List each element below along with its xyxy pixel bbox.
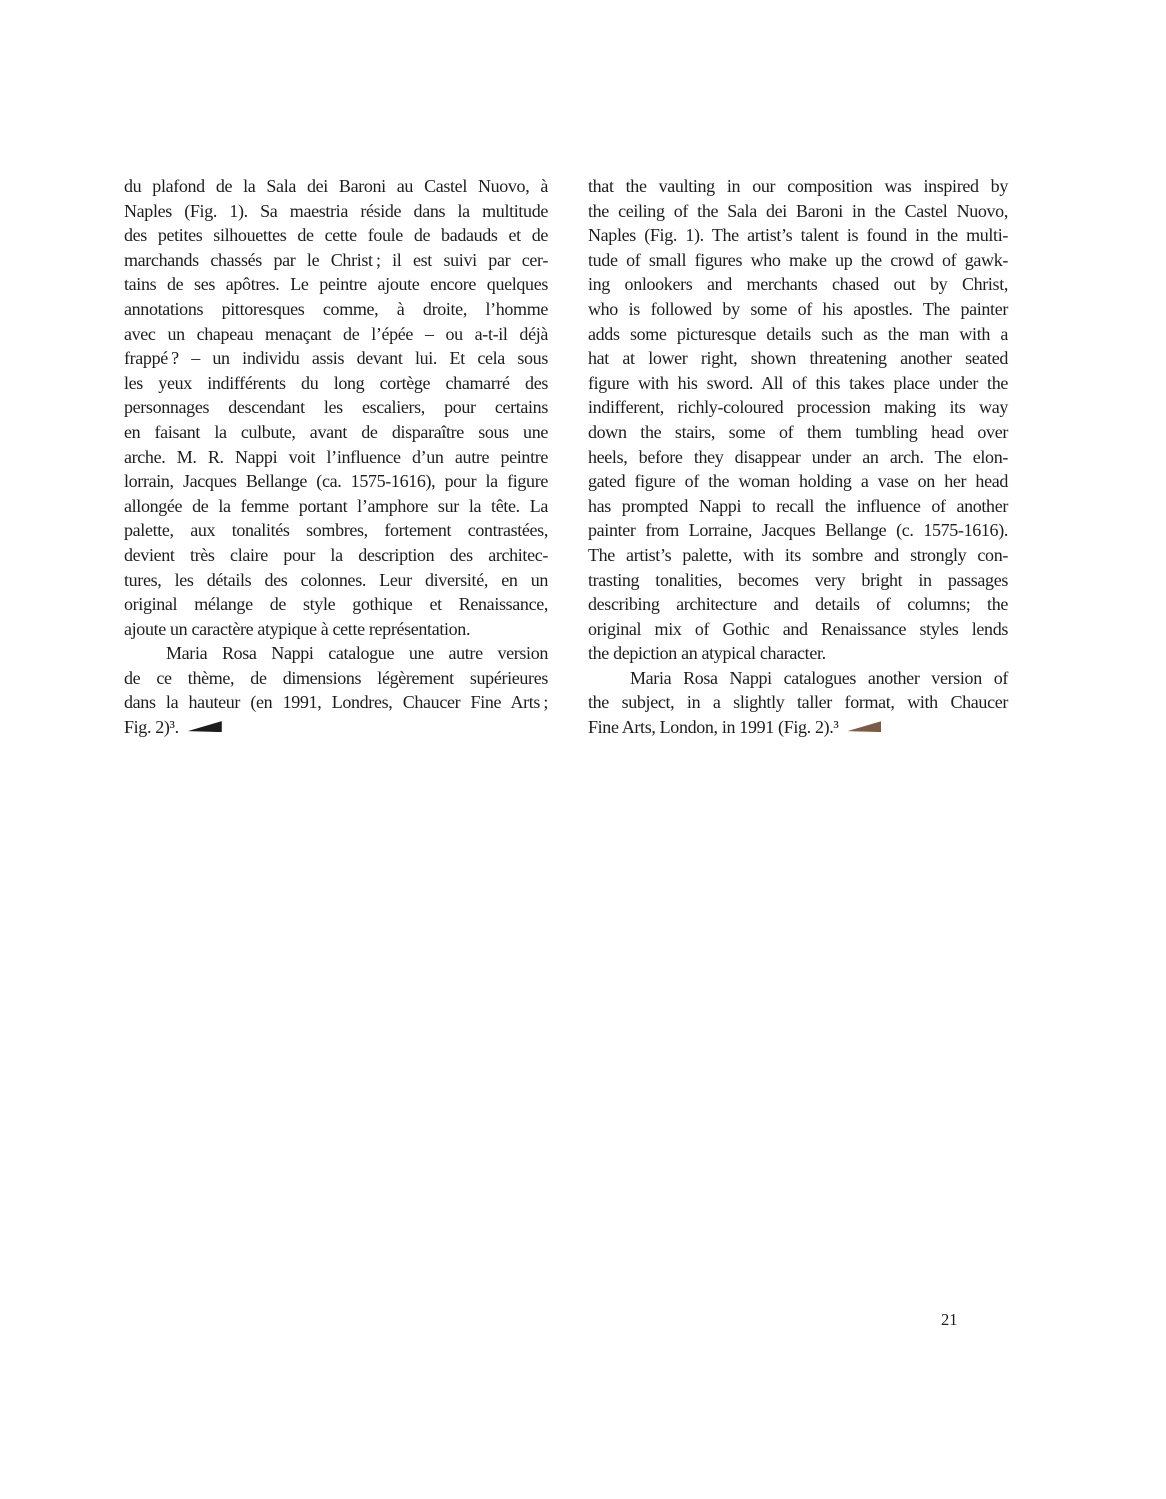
text-line: The artist’s palette, with its sombre and strongly con- bbox=[588, 544, 1008, 565]
text-line: hat at lower right, shown threatening another seated bbox=[588, 348, 1008, 369]
text-line: down the stairs, some of them tumbling head over bbox=[588, 421, 1008, 442]
text-line: en faisant la culbute, avant de disparaître sous une bbox=[124, 421, 548, 442]
text-line: indifferent, richly-coloured procession making its way bbox=[588, 397, 1008, 418]
text-line: original mix of Gothic and Renaissance styles lends bbox=[588, 618, 1008, 639]
text-line: who is followed by some of his apostles. The painter bbox=[588, 298, 1008, 319]
text-line: devient très claire pour la description des architec- bbox=[124, 544, 548, 565]
text-line: dans la hauteur (en 1991, Londres, Chaucer Fine Arts ; bbox=[124, 692, 548, 713]
text-line: gated figure of the woman holding a vase on her head bbox=[588, 471, 1008, 492]
text-line: describing architecture and details of columns; the bbox=[588, 594, 1008, 615]
text-line: Naples (Fig. 1). The artist’s talent is found in the multi- bbox=[588, 225, 1008, 246]
text-line: personnages descendant les escaliers, pour certains bbox=[124, 397, 548, 418]
text-line: annotations pittoresques comme, à droite, l’homme bbox=[124, 298, 548, 319]
text-line: palette, aux tonalités sombres, fortement contrastées, bbox=[124, 520, 548, 541]
end-of-text-wedge-icon bbox=[188, 721, 222, 732]
text-line: has prompted Nappi to recall the influence of another bbox=[588, 495, 1008, 516]
text-line: de ce thème, de dimensions légèrement supérieures bbox=[124, 667, 548, 688]
text-line: Maria Rosa Nappi catalogue une autre version bbox=[166, 643, 548, 664]
column-english bbox=[588, 174, 1008, 740]
text-line: tains de ses apôtres. Le peintre ajoute encore quelques bbox=[124, 274, 548, 295]
text-line: adds some picturesque details such as the man with a bbox=[588, 323, 1008, 344]
text-line: painter from Lorraine, Jacques Bellange (c. 1575-1616). bbox=[588, 520, 1008, 541]
text-line: Fine Arts, London, in 1991 (Fig. 2).³ bbox=[588, 715, 1008, 740]
text-line: Naples (Fig. 1). Sa maestria réside dans la multitude bbox=[124, 200, 548, 221]
text-line: arche. M. R. Nappi voit l’influence d’un autre peintre bbox=[124, 446, 548, 467]
text-line: Maria Rosa Nappi catalogues another version of bbox=[630, 667, 1008, 688]
column-french bbox=[124, 174, 548, 740]
text-line: Fig. 2)³. bbox=[124, 715, 548, 740]
text-line: des petites silhouettes de cette foule de badauds et de bbox=[124, 225, 548, 246]
text-line: trasting tonalities, becomes very bright in passages bbox=[588, 569, 1008, 590]
text-line: the ceiling of the Sala dei Baroni in the Castel Nuovo, bbox=[588, 200, 1008, 221]
text-line: original mélange de style gothique et Renaissance, bbox=[124, 594, 548, 615]
text-line: that the vaulting in our composition was inspired by bbox=[588, 176, 1008, 196]
text-line: ing onlookers and merchants chased out by Christ, bbox=[588, 274, 1008, 295]
text-line: tude of small figures who make up the crowd of gawk- bbox=[588, 249, 1008, 270]
text-line: les yeux indifférents du long cortège chamarré des bbox=[124, 372, 548, 393]
text-line: frappé ? – un individu assis devant lui. Et cela sous bbox=[124, 348, 548, 369]
text-line: avec un chapeau menaçant de l’épée – ou a-t-il déjà bbox=[124, 323, 548, 344]
text-line: allongée de la femme portant l’amphore sur la tête. La bbox=[124, 495, 548, 516]
text-line: lorrain, Jacques Bellange (ca. 1575-1616), pour la figure bbox=[124, 471, 548, 492]
text-line: du plafond de la Sala dei Baroni au Castel Nuovo, à bbox=[124, 176, 548, 196]
text-line: ajoute un caractère atypique à cette représentation. bbox=[124, 618, 471, 639]
text-line: the depiction an atypical character. bbox=[588, 643, 826, 664]
text-line: the subject, in a slightly taller format, with Chaucer bbox=[588, 692, 1008, 713]
text-line: tures, les détails des colonnes. Leur diversité, en un bbox=[124, 569, 548, 590]
text-line: marchands chassés par le Christ ; il est suivi par cer- bbox=[124, 249, 548, 270]
text-line: heels, before they disappear under an arch. The elon- bbox=[588, 446, 1008, 467]
text-line: figure with his sword. All of this takes place under the bbox=[588, 372, 1008, 393]
end-of-text-wedge-icon bbox=[847, 721, 881, 732]
page-number: 21 bbox=[941, 1310, 958, 1329]
